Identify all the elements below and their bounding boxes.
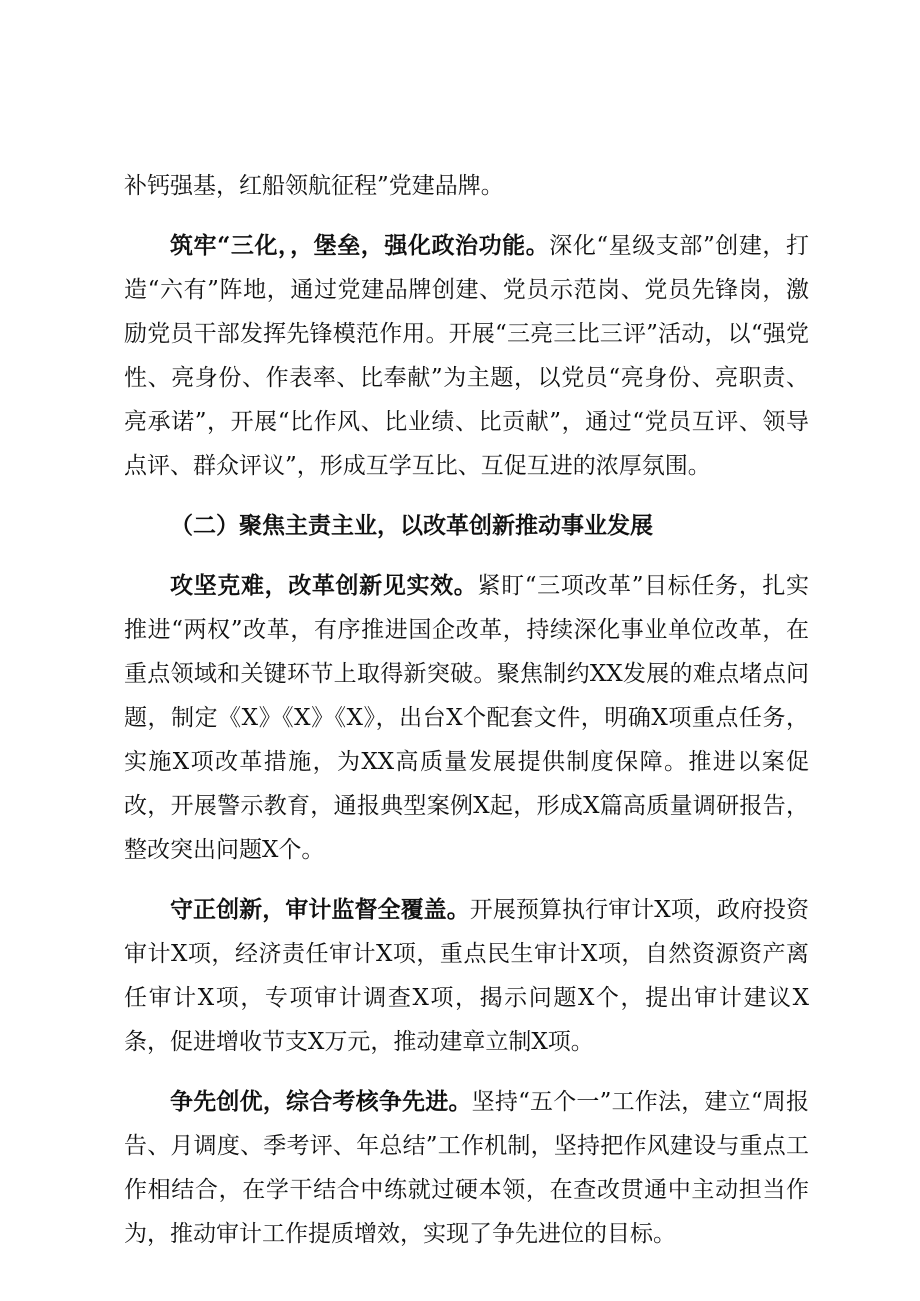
paragraph-text: 开展预算执行审计X项，政府投资审计X项，经济责任审计X项，重点民生审计X项，自然资源资产离任审计X项，专项审计调查X项，揭示问题X个，提出审计建议X条，促进增收节支X万元，推动建章立制X项。: [124, 897, 810, 1055]
paragraph-reform: [124, 564, 809, 872]
paragraph-continuation: [124, 164, 809, 208]
paragraph-text: 坚持“五个一”工作法，建立“周报告、月调度、季考评、年总结”工作机制，坚持把作风建设与重点工作相结合，在学干结合中练就过硬本领，在查改贯通中主动担当作为，推动审计工作提质增效，实现了争先进位的目标。: [124, 1089, 809, 1247]
paragraph-text: 深化“星级支部”创建，打造“六有”阵地，通过党建品牌创建、党员示范岗、党员先锋岗，激励党员干部发挥先锋模范作用。开展“三亮三比三评”活动，以“强党性、亮身份、作表率、比奉献”为主题，以党员“亮身份、亮职责、亮承诺”，开展“比作风、比业绩、比贡献”，通过“党员互评、领导点评、群众评议”，形成互学互比、互促互进的浓厚氛围。: [124, 233, 809, 479]
section-heading: （二）聚焦主责主业，以改革创新推动事业发展: [170, 512, 653, 539]
paragraph-lead: 筑牢“三化，，堡垒，强化政治功能。: [170, 232, 550, 259]
paragraph-lead: 争先创优，综合考核争先进。: [170, 1088, 472, 1115]
paragraph-excellence: [124, 1080, 809, 1256]
paragraph-lead: 守正创新，审计监督全覆盖。: [170, 896, 470, 923]
paragraph-text: 补钙强基，红船领航征程”党建品牌。: [124, 173, 504, 199]
paragraph-text: 紧盯“三项改革”目标任务，扎实推进“两权”改革，有序推进国企改革，持续深化事业单位改革，在重点领域和关键环节上取得新突破。聚焦制约XX发展的难点堵点问题，制定《X》《X》《X》，出台X个配套文件，明确X项重点任务，实施X项改革措施，为XX高质量发展提供制度保障。推进以案促改，开展警示教育，通报典型案例X起，形成X篇高质量调研报告，整改突出问题X个。: [124, 573, 809, 863]
document-body: [124, 164, 809, 1256]
paragraph-lead: 攻坚克难，改革创新见实效。: [170, 572, 478, 599]
paragraph-audit: [124, 888, 809, 1064]
paragraph-party-fortress: [124, 224, 809, 488]
